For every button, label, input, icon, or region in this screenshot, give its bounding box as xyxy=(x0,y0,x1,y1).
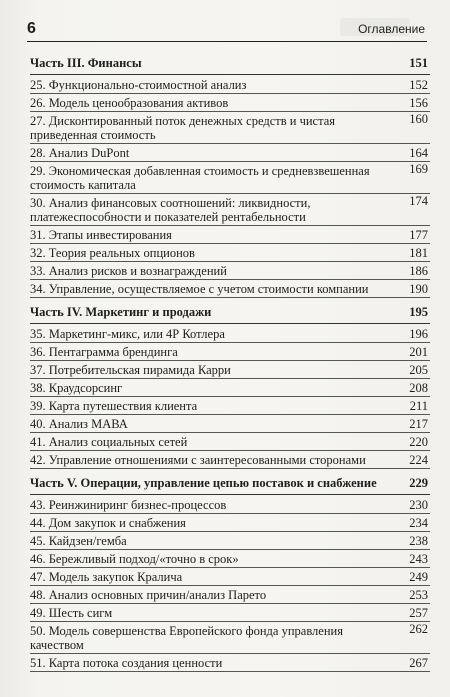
entry-title: 41. Анализ социальных сетей xyxy=(30,435,188,449)
part-heading xyxy=(30,305,430,324)
toc-entry xyxy=(30,552,430,568)
entry-title: 27. Дисконтированный поток денежных средств и чистая приведенная стоимость xyxy=(30,114,336,142)
entry-title: 50. Модель совершенства Европейского фонда управления качеством xyxy=(30,624,343,652)
toc-entry xyxy=(30,435,430,451)
entry-page-number: 174 xyxy=(409,194,428,208)
page-number: 6 xyxy=(27,20,36,37)
entry-title: 49. Шесть сигм xyxy=(30,606,113,620)
entry-page-number: 243 xyxy=(409,552,428,566)
entry-page-number: 249 xyxy=(409,570,428,584)
entry-page-number: 267 xyxy=(409,656,428,670)
entry-title: 51. Карта потока создания ценности xyxy=(30,656,223,670)
entry-title: 44. Дом закупок и снабжения xyxy=(30,516,186,530)
toc-entry xyxy=(30,146,430,162)
part-page-number: 195 xyxy=(409,305,428,319)
entry-title: 47. Модель закупок Кралича xyxy=(30,570,183,584)
toc-entry xyxy=(30,588,430,604)
toc-part xyxy=(30,476,430,672)
toc-entry xyxy=(30,516,430,532)
toc-entry xyxy=(30,246,430,262)
entry-page-number: 190 xyxy=(409,282,428,296)
part-title: Часть V. Операции, управление цепью поставок и снабжение xyxy=(30,476,377,490)
toc-part xyxy=(30,56,430,298)
entry-title: 28. Анализ DuPont xyxy=(30,146,130,160)
entry-title: 48. Анализ основных причин/анализ Парето xyxy=(30,588,267,602)
entry-title: 33. Анализ рисков и вознаграждений xyxy=(30,264,227,278)
entry-page-number: 217 xyxy=(409,417,428,431)
toc-entry xyxy=(30,534,430,550)
entry-title: 31. Этапы инвестирования xyxy=(30,228,172,242)
header-rule xyxy=(27,41,427,42)
part-title: Часть III. Финансы xyxy=(30,56,142,70)
toc-entry xyxy=(30,78,430,94)
toc-entry xyxy=(30,96,430,112)
toc-entry xyxy=(30,282,430,298)
entry-page-number: 220 xyxy=(409,435,428,449)
entry-page-number: 257 xyxy=(409,606,428,620)
entry-title: 37. Потребительская пирамида Карри xyxy=(30,363,231,377)
toc-entry xyxy=(30,417,430,433)
table-of-contents xyxy=(30,56,430,674)
entry-page-number: 196 xyxy=(409,327,428,341)
entry-page-number: 160 xyxy=(409,112,428,126)
toc-part xyxy=(30,305,430,469)
entry-page-number: 177 xyxy=(409,228,428,242)
entry-page-number: 201 xyxy=(409,345,428,359)
entry-page-number: 262 xyxy=(409,622,428,636)
entry-title: 46. Бережливый подход/«точно в срок» xyxy=(30,552,239,566)
part-title: Часть IV. Маркетинг и продажи xyxy=(30,305,212,319)
entry-title: 45. Кайдзен/гемба xyxy=(30,534,127,548)
entry-page-number: 238 xyxy=(409,534,428,548)
toc-entry xyxy=(30,164,430,194)
entry-page-number: 186 xyxy=(409,264,428,278)
entry-page-number: 181 xyxy=(409,246,428,260)
entry-title: 30. Анализ финансовых соотношений: ликвидности, платежеспособности и показателей рентабельности xyxy=(30,196,311,224)
toc-entry xyxy=(30,196,430,226)
entry-page-number: 234 xyxy=(409,516,428,530)
entry-title: 36. Пентаграмма брендинга xyxy=(30,345,178,359)
entry-title: 25. Функционально-стоимостной анализ xyxy=(30,78,247,92)
entry-page-number: 230 xyxy=(409,498,428,512)
entry-page-number: 164 xyxy=(409,146,428,160)
entry-title: 35. Маркетинг-микс, или 4Р Котлера xyxy=(30,327,225,341)
entry-title: 32. Теория реальных опционов xyxy=(30,246,195,260)
entry-title: 43. Реинжиниринг бизнес-процессов xyxy=(30,498,227,512)
toc-entry xyxy=(30,345,430,361)
page-header xyxy=(27,20,425,42)
toc-entry xyxy=(30,363,430,379)
toc-entry xyxy=(30,399,430,415)
entry-page-number: 211 xyxy=(409,399,428,413)
toc-entry xyxy=(30,228,430,244)
part-page-number: 229 xyxy=(409,476,428,490)
entry-title: 38. Краудсорсинг xyxy=(30,381,123,395)
entry-page-number: 156 xyxy=(409,96,428,110)
toc-entry xyxy=(30,453,430,469)
toc-entry xyxy=(30,498,430,514)
entry-page-number: 224 xyxy=(409,453,428,467)
entry-page-number: 152 xyxy=(409,78,428,92)
entry-page-number: 253 xyxy=(409,588,428,602)
toc-entry xyxy=(30,656,430,672)
part-heading xyxy=(30,476,430,495)
entry-title: 29. Экономическая добавленная стоимость и средневзвешенная стоимость капитала xyxy=(30,164,370,192)
part-heading xyxy=(30,56,430,75)
toc-entry xyxy=(30,327,430,343)
toc-entry xyxy=(30,570,430,586)
entry-page-number: 205 xyxy=(409,363,428,377)
toc-entry xyxy=(30,624,430,654)
toc-entry xyxy=(30,114,430,144)
toc-entry xyxy=(30,606,430,622)
running-title: Оглавление xyxy=(358,22,425,36)
entry-page-number: 208 xyxy=(409,381,428,395)
entry-title: 26. Модель ценообразования активов xyxy=(30,96,229,110)
entry-title: 40. Анализ МАВА xyxy=(30,417,128,431)
entry-title: 34. Управление, осуществляемое с учетом стоимости компании xyxy=(30,282,369,296)
toc-entry xyxy=(30,264,430,280)
entry-title: 39. Карта путешествия клиента xyxy=(30,399,198,413)
entry-title: 42. Управление отношениями с заинтересованными сторонами xyxy=(30,453,366,467)
entry-page-number: 169 xyxy=(409,162,428,176)
toc-entry xyxy=(30,381,430,397)
part-page-number: 151 xyxy=(409,56,428,70)
